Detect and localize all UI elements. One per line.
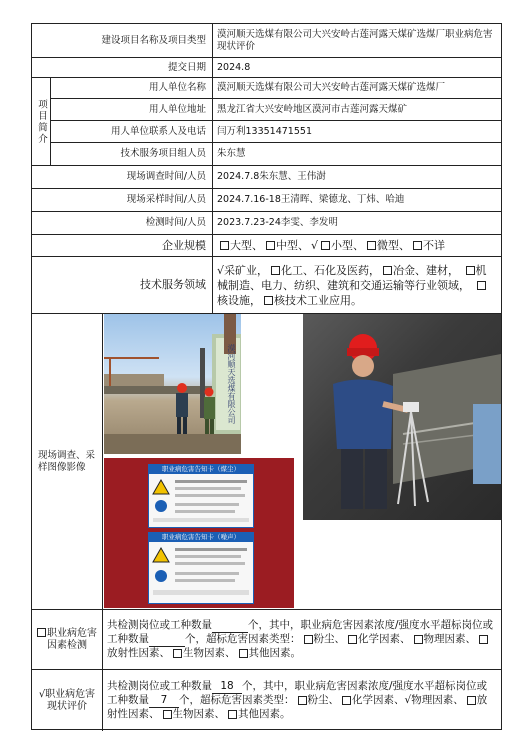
status-exceed-count: 7	[149, 694, 179, 708]
status-count: 18	[212, 680, 242, 694]
project-name-label: 建设项目名称及项目类型	[101, 34, 206, 46]
site-photo-outdoor	[104, 314, 241, 454]
checkbox-large[interactable]	[220, 241, 229, 250]
detect-label-cell: 职业病危害因素检测	[32, 610, 102, 669]
checkbox-dust[interactable]	[304, 635, 313, 644]
site-photo-sampling-drawing	[303, 314, 501, 520]
client-address-label: 用人单位地址	[148, 103, 206, 115]
warning-card-dust-title: 职业病危害告知卡（煤尘）	[149, 465, 253, 474]
survey-value: 2024.7.8朱东慧、王伟澍	[217, 171, 326, 182]
checkbox-other-factor[interactable]	[239, 649, 248, 658]
checkbox-status-other[interactable]	[228, 710, 237, 719]
project-intro-side-label: 项目简介	[36, 98, 47, 145]
detect-count-blank[interactable]	[212, 619, 248, 633]
testing-label: 检测时间/人员	[145, 217, 206, 228]
team-value: 朱东慧	[217, 148, 246, 159]
checkbox-metallurgy[interactable]	[383, 266, 392, 275]
checkbox-micro[interactable]	[367, 241, 376, 250]
field-label: 技术服务领域	[140, 278, 206, 291]
submit-date-value: 2024.8	[217, 61, 251, 73]
checkbox-chemical[interactable]	[271, 266, 280, 275]
contact-value: 闫万利13351471551	[217, 125, 312, 137]
checkbox-machinery[interactable]	[466, 266, 475, 275]
client-address-value: 黑龙江省大兴安岭地区漠河市古莲河露天煤矿	[217, 103, 408, 115]
checkbox-nuclear-facility[interactable]	[477, 281, 486, 290]
site-photo-warning-cards	[104, 458, 294, 608]
checkbox-unknown[interactable]	[413, 241, 422, 250]
warning-card-dust-icons	[149, 474, 253, 526]
checkbox-radioactive-factor[interactable]	[479, 635, 488, 644]
checkbox-nuclear-tech[interactable]	[264, 296, 273, 305]
detect-text: 共检测岗位或工种数量 个，其中，职业病危害因素浓度/强度水平超标岗位或工种数量 个，超标危害因素类型： 粉尘、 化学因素、 物理因素、放射性因素、 生物因素、 其他因素。	[107, 619, 494, 659]
checkbox-detect[interactable]	[37, 628, 46, 637]
client-name-label: 用人单位名称	[148, 82, 206, 93]
contact-label: 用人单位联系人及电话	[110, 125, 206, 137]
survey-label: 现场调查时间/人员	[126, 171, 206, 182]
checkbox-status-chemical[interactable]	[342, 696, 351, 705]
checkbox-status-dust[interactable]	[298, 696, 307, 705]
project-name-value: 漠河顺天选煤有限公司大兴安岭古莲河露天煤矿选煤厂职业病危害现状评价	[217, 28, 493, 52]
warning-card-noise	[148, 532, 254, 604]
submit-date-label: 提交日期	[167, 61, 206, 73]
warning-card-noise-icons	[149, 542, 253, 602]
client-name-value: 漠河顺天选煤有限公司大兴安岭古莲河露天煤矿选煤厂	[217, 82, 446, 93]
testing-value: 2023.7.23-24李雯、李发明	[217, 217, 338, 228]
field-options: √采矿业， 化工、石化及医药， 冶金、建材， 机械制造、电力、纺织、建筑和交通运输等行业领域， 核设施， 核技术工业应用。	[217, 263, 487, 307]
status-text: 共检测岗位或工种数量 18 个，其中，职业病危害因素浓度/强度水平超标岗位或工种数量 7 个，超标危害因素类型： 粉尘、 化学因素、√物理因素、 放射性因素、 生物因素、 其他因素。	[107, 680, 488, 720]
checkbox-small[interactable]	[321, 241, 330, 250]
checkbox-physical-factor[interactable]	[414, 635, 423, 644]
checkbox-status-radioactive[interactable]	[467, 696, 476, 705]
company-sign-text: 漠河顺天选煤有限公司	[227, 344, 236, 424]
report-table	[31, 23, 502, 730]
checkbox-status-biological[interactable]	[163, 710, 172, 719]
checkbox-medium[interactable]	[266, 241, 275, 250]
site-photo-sampling	[303, 314, 501, 520]
checkbox-biological-factor[interactable]	[173, 649, 182, 658]
sampling-value: 2024.7.16-18王清晖、梁德龙、丁炜、哈迪	[217, 194, 405, 205]
scale-label: 企业规模	[162, 238, 206, 252]
scale-options: 大型、 中型、 √ 小型、 微型、 不详	[213, 235, 501, 256]
checkbox-chemical-factor[interactable]	[348, 635, 357, 644]
team-label: 技术服务项目组人员	[120, 148, 206, 159]
warning-card-noise-title: 职业病危害告知卡（噪声）	[149, 533, 253, 542]
detect-exceed-blank[interactable]	[149, 633, 185, 647]
warning-card-dust	[148, 464, 254, 528]
photos-label: 现场调查、采样图像影像	[38, 449, 96, 473]
status-label-cell: √职业病危害现状评价	[38, 688, 96, 712]
sampling-label: 现场采样时间/人员	[126, 194, 206, 205]
